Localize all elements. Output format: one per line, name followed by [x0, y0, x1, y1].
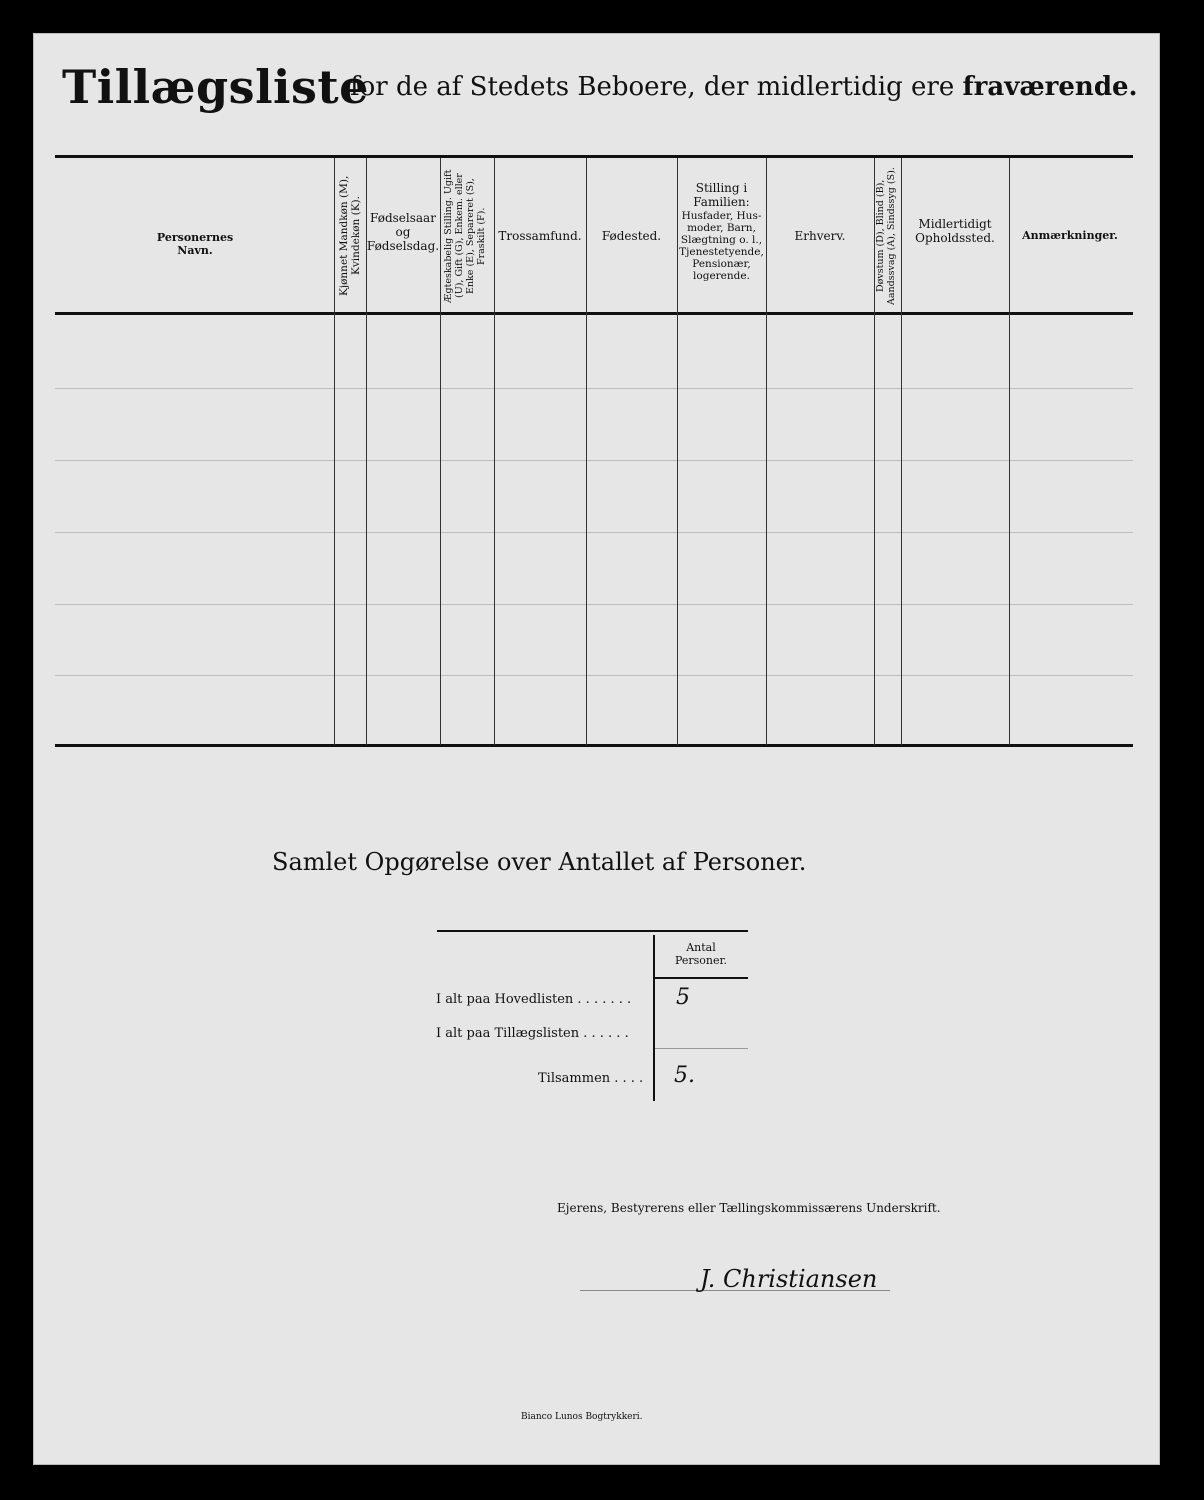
form-subtitle	[350, 72, 1138, 102]
header-aegteskab: Ægteskabelig Stilling. Ugift (U), Gift (G), Enkem. eller Enke (E), Separeret (S), Fraskilt (F).	[443, 169, 487, 303]
row-line	[55, 532, 1133, 533]
header-fodselsaar	[366, 212, 440, 253]
header-erhverv: Erhverv.	[794, 229, 846, 243]
summary-row-label: I alt paa Tillægslisten . . . . . .	[436, 1026, 629, 1041]
table-top-rule	[55, 155, 1133, 158]
summary-col-header	[656, 942, 746, 967]
column-divider	[766, 158, 767, 745]
row-line	[55, 388, 1133, 389]
header-stilling-line5: Slægtning o. l.,	[680, 233, 763, 246]
table-bottom-rule	[55, 744, 1133, 747]
header-fodested: Fødested.	[601, 229, 662, 243]
header-tros: Trossamfund.	[498, 229, 582, 243]
column-divider	[586, 158, 587, 745]
column-divider	[1009, 158, 1010, 745]
subtitle-bold: fraværende.	[962, 72, 1138, 102]
column-divider	[440, 158, 441, 745]
header-stilling-line2: Familien:	[693, 194, 750, 209]
form-title: Tillægsliste	[62, 60, 369, 114]
header-fodselsaar-line3: Fødselsdag.	[366, 238, 440, 253]
column-divider	[901, 158, 902, 745]
header-stilling-line4: moder, Barn,	[687, 221, 756, 234]
printer-imprint: Bianco Lunos Bogtrykkeri.	[521, 1412, 643, 1422]
row-line	[55, 675, 1133, 676]
summary-title: Samlet Opgørelse over Antallet af Personer.	[272, 848, 807, 876]
column-divider	[334, 158, 335, 745]
summary-header-rule	[655, 977, 748, 979]
summary-row-value: 5.	[674, 1063, 695, 1088]
summary-col-header-line1: Antal	[686, 941, 716, 954]
row-line	[55, 460, 1133, 461]
row-line	[55, 604, 1133, 605]
header-midlertidigt-line2: Opholdssted.	[915, 230, 995, 245]
header-anmaerkninger: Anmærkninger.	[1022, 229, 1118, 242]
header-dovstum: Døvstum (D), Blind (B), Aandssvag (A), Sindssyg (S).	[875, 167, 897, 305]
header-fodselsaar-line2: og	[395, 224, 411, 239]
header-bottom-rule	[55, 312, 1133, 315]
header-fodselsaar-line1: Fødselsaar	[370, 211, 436, 225]
summary-row-label: I alt paa Hovedlisten . . . . . . .	[436, 992, 632, 1007]
summary-row-label: Tilsammen . . . .	[538, 1071, 644, 1086]
header-stilling-line6: Tjenestetyende,	[679, 245, 764, 258]
summary-divider	[653, 935, 655, 1101]
header-kjonnet: Kjønnet Mandkøn (M), Kvindekøn (K).	[338, 175, 363, 297]
summary-top-rule	[437, 930, 748, 932]
summary-col-header-line2: Personer.	[674, 953, 728, 967]
summary-sum-rule	[655, 1048, 748, 1049]
header-midlertidigt-line1: Midlertidigt	[918, 217, 992, 231]
column-divider	[494, 158, 495, 745]
summary-row-value: 5	[676, 985, 690, 1010]
header-midlertidigt	[901, 218, 1009, 246]
header-stilling-line8: logerende.	[693, 269, 750, 282]
header-stilling	[677, 182, 766, 282]
signature-caption: Ejerens, Bestyrerens eller Tællingskommissærens Underskrift.	[557, 1201, 941, 1215]
header-navn: Personernes Navn.	[156, 231, 234, 257]
header-stilling-line3: Husfader, Hus-	[681, 209, 762, 222]
header-stilling-line7: Pensionær,	[692, 257, 751, 270]
header-stilling-line1: Stilling i	[695, 181, 748, 195]
subtitle-text: for de af Stedets Beboere, der midlertidig ere	[350, 72, 955, 102]
signature: J. Christiansen	[700, 1265, 878, 1293]
